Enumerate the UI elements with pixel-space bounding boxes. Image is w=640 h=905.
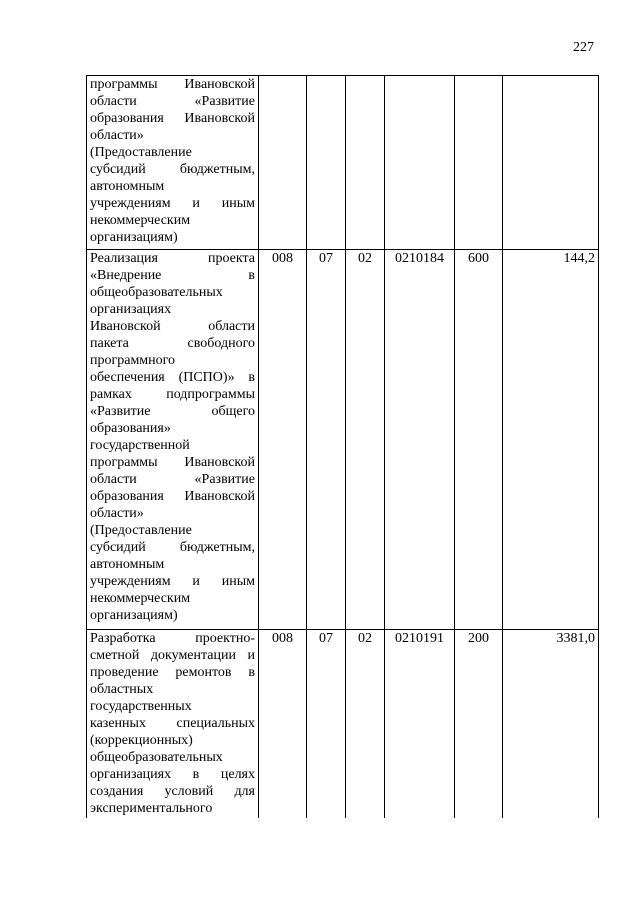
subsection-code-cell: 02: [346, 630, 385, 819]
ministry-code-cell: [259, 76, 307, 250]
table-row: [87, 250, 599, 630]
item-name-line: рамках подпрограммы: [90, 387, 255, 402]
item-name-line: областных: [90, 682, 154, 697]
item-name-line: организациях в целях: [90, 767, 255, 782]
subsection-code-cell: [346, 76, 385, 250]
item-name-line: субсидий бюджетным,: [90, 540, 255, 555]
item-name-line: автономным: [90, 557, 165, 572]
item-name-line: Разработка проектно-: [90, 631, 255, 646]
item-name-line: государственных: [90, 699, 192, 714]
section-code-cell: 07: [307, 250, 346, 630]
item-name-line: (коррекционных): [90, 733, 193, 748]
item-name-line: области»: [90, 506, 144, 521]
item-name-cell: [87, 630, 259, 819]
item-name-line: государственной: [90, 438, 190, 453]
item-name-line: программы Ивановской: [90, 455, 255, 470]
section-code-cell: [307, 76, 346, 250]
item-name-line: организациям): [90, 608, 178, 623]
item-name-line: организациях: [90, 302, 172, 317]
item-name-line: казенных специальных: [90, 716, 255, 731]
amount-cell: 3381,0: [503, 630, 599, 819]
item-name-line: обеспечения (ПСПО)» в: [90, 370, 255, 385]
item-name-line: организациям): [90, 230, 178, 245]
page-number: 227: [573, 40, 594, 55]
item-name-cell: [87, 76, 259, 250]
item-name-line: области»: [90, 128, 144, 143]
ministry-code-cell: 008: [259, 250, 307, 630]
item-name-line: (Предоставление: [90, 523, 192, 538]
item-name-line: пакета свободного: [90, 336, 255, 351]
subsection-code-cell: 02: [346, 250, 385, 630]
item-name-cell: [87, 250, 259, 630]
item-name-line: программного: [90, 353, 176, 368]
item-name-line: «Внедрение в: [90, 268, 255, 283]
item-name-line: учреждениям и иным: [90, 574, 255, 589]
item-name-line: проведение ремонтов в: [90, 665, 255, 680]
item-name-line: создания условий для: [90, 784, 255, 799]
item-name-line: экспериментального: [90, 801, 213, 816]
item-name-line: сметной документации и: [90, 648, 255, 663]
item-name-line: области «Развитие: [90, 94, 255, 109]
item-name-line: автономным: [90, 179, 165, 194]
item-name-line: образования Ивановской: [90, 489, 255, 504]
budget-table: [86, 75, 599, 818]
table-row: [87, 76, 599, 250]
amount-cell: [503, 76, 599, 250]
section-code-cell: 07: [307, 630, 346, 819]
item-name-line: программы Ивановской: [90, 77, 255, 92]
expense-type-cell: [455, 76, 503, 250]
item-name-line: субсидий бюджетным,: [90, 162, 255, 177]
expense-type-cell: 600: [455, 250, 503, 630]
item-name-line: общеобразовательных: [90, 750, 223, 765]
target-article-cell: 0210191: [385, 630, 455, 819]
ministry-code-cell: 008: [259, 630, 307, 819]
item-name-line: области «Развитие: [90, 472, 255, 487]
item-name-line: Ивановской области: [90, 319, 255, 334]
item-name-line: образования Ивановской: [90, 111, 255, 126]
item-name-line: Реализация проекта: [90, 251, 255, 266]
item-name-line: учреждениям и иным: [90, 196, 255, 211]
expense-type-cell: 200: [455, 630, 503, 819]
amount-cell: 144,2: [503, 250, 599, 630]
item-name-line: некоммерческим: [90, 213, 191, 228]
item-name-line: общеобразовательных: [90, 285, 223, 300]
target-article-cell: 0210184: [385, 250, 455, 630]
target-article-cell: [385, 76, 455, 250]
item-name-line: (Предоставление: [90, 145, 192, 160]
item-name-line: образования»: [90, 421, 171, 436]
table-row: [87, 630, 599, 819]
item-name-line: «Развитие общего: [90, 404, 255, 419]
item-name-line: некоммерческим: [90, 591, 191, 606]
